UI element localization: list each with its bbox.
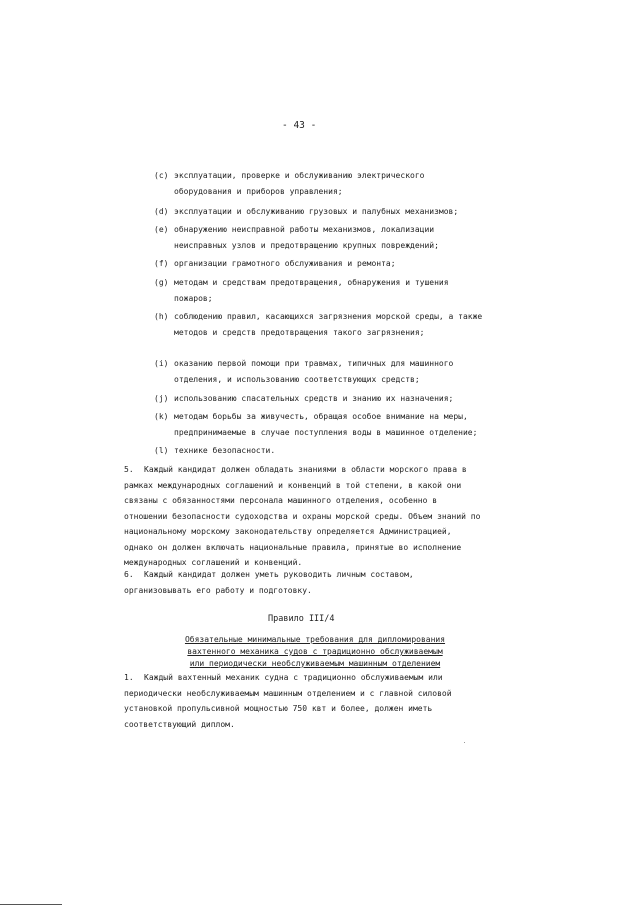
- scan-speck: [464, 742, 465, 743]
- rule-subtitle-line: Обязательные минимальные требования для дипломирования: [184, 635, 446, 644]
- list-item-label: (e): [154, 225, 169, 234]
- list-item: [154, 204, 484, 220]
- list-item: [154, 409, 484, 441]
- list-item-label: (c): [154, 171, 169, 180]
- paragraph-number: 6.: [124, 570, 134, 579]
- list-item: [154, 443, 484, 459]
- list-item: [154, 168, 484, 200]
- list-item-label: (j): [154, 394, 169, 403]
- list-item-text: обнаружению неисправной работы механизмов, локализации неисправных узлов и предотвращению крупных повреждений;: [174, 225, 439, 250]
- paragraph-text: Каждый вахтенный механик судна с традиционно обслуживаемым или периодически необслуживаемым машинным отделением и с главной силовой установкой пропульсивной мощностью 750 квт и более, должен иметь соответствующий диплом.: [124, 673, 452, 729]
- list-item-label: (g): [154, 278, 169, 287]
- list-item: [154, 222, 484, 254]
- list-item-label: (d): [154, 207, 169, 216]
- list-item-text: организации грамотного обслуживания и ремонта;: [174, 259, 396, 268]
- list-item: [154, 309, 484, 341]
- list-item: [154, 391, 484, 407]
- list-item-label: (i): [154, 359, 169, 368]
- rule-subtitle: [170, 634, 460, 670]
- paragraph-number: 1.: [124, 673, 134, 682]
- list-item-label: (f): [154, 259, 169, 268]
- list-item-text: эксплуатации, проверке и обслуживанию электрического оборудования и приборов управления;: [174, 171, 425, 196]
- rule-subtitle-line: или периодически необслуживаемым машинным отделением: [189, 659, 441, 668]
- paragraph-text: Каждый кандидат должен обладать знаниями в области морского права в рамках международных соглашений и конвенций в той степени, в какой они связаны с обязанностями персонала машинного отделения, особенно в отношении безопасности судоходства и охраны морской среды. Объем знаний по национальному морскому законодательству определяется Администрацией, однако он должен включать национальные правила, принятые во исполнение международных соглашений и конвенций.: [124, 465, 481, 567]
- page-number: - 43 -: [282, 120, 317, 131]
- list-item-label: (h): [154, 312, 169, 321]
- list-item-text: соблюдению правил, касающихся загрязнения морской среды, а также методов и средств предотвращения такого загрязнения;: [174, 312, 483, 337]
- rule-title: Правило III/4: [268, 614, 335, 624]
- list-item-text: оказанию первой помощи при травмах, типичных для машинного отделения, и использованию соответствующих средств;: [174, 359, 454, 384]
- list-item-text: технике безопасности.: [174, 446, 276, 455]
- list-item-text: методам и средствам предотвращения, обнаружения и тушения пожаров;: [174, 278, 449, 303]
- rule-paragraph-1: [124, 670, 484, 732]
- list-item-text: использованию спасательных средств и знанию их назначения;: [174, 394, 454, 403]
- list-item: [154, 356, 484, 388]
- paragraph-5: [124, 462, 484, 571]
- paragraph-6: [124, 567, 484, 598]
- list-item: [154, 275, 484, 307]
- paragraph-number: 5.: [124, 465, 134, 474]
- rule-subtitle-line: вахтенного механика судов с традиционно обслуживаемым: [187, 647, 443, 656]
- list-item-label: (k): [154, 412, 169, 421]
- list-item-label: (l): [154, 446, 169, 455]
- list-item-text: эксплуатации и обслуживанию грузовых и палубных механизмов;: [174, 207, 459, 216]
- list-item-text: методам борьбы за живучесть, обращая особое внимание на меры, предпринимаемые в случае поступления воды в машинное отделение;: [174, 412, 478, 437]
- list-item: [154, 256, 484, 272]
- paragraph-text: Каждый кандидат должен уметь руководить личным составом, организовывать его работу и подготовку.: [124, 570, 414, 595]
